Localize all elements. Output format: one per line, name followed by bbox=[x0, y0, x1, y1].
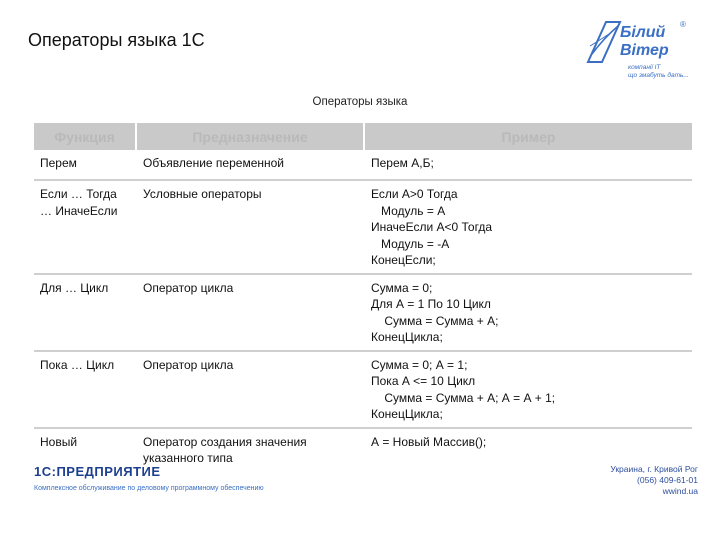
code-line: Если А>0 Тогда bbox=[371, 187, 458, 201]
cell-text: Новый bbox=[40, 434, 78, 449]
cell-text: Если … Тогда bbox=[40, 187, 117, 201]
table-row bbox=[34, 150, 692, 179]
code-line: Сумма = 0; bbox=[371, 280, 433, 295]
cell-purpose bbox=[136, 150, 364, 179]
registered-mark: ® bbox=[680, 20, 686, 29]
cell-text: Оператор создания значения bbox=[143, 434, 307, 449]
cell-purpose bbox=[136, 181, 364, 273]
code-line: КонецЦикла; bbox=[371, 407, 443, 421]
contact-phone: (056) 409-61-01 bbox=[637, 475, 698, 485]
cell-text: Перем bbox=[40, 156, 77, 170]
table-row bbox=[34, 181, 692, 273]
brand-tagline: Комплексное обслуживание по деловому программному обеспечению bbox=[34, 485, 264, 492]
cell-purpose bbox=[136, 352, 364, 427]
column-header-function: Функция bbox=[34, 123, 136, 150]
cell-text: Для … Цикл bbox=[40, 280, 109, 295]
cell-text: Объявление переменной bbox=[143, 156, 284, 170]
cell-function bbox=[34, 275, 136, 350]
code-line: Пока А <= 10 Цикл bbox=[371, 374, 476, 388]
cell-text: Оператор цикла bbox=[143, 280, 234, 295]
page-title: Операторы языка 1С bbox=[28, 30, 205, 50]
code-line: Модуль = А bbox=[371, 203, 446, 218]
code-line: А = Новый Массив(); bbox=[371, 434, 487, 449]
code-line: КонецЦикла; bbox=[371, 330, 443, 344]
cell-example bbox=[364, 275, 692, 350]
cell-text: … ИначеЕсли bbox=[40, 203, 118, 218]
cell-text: Пока … Цикл bbox=[40, 357, 115, 372]
table-caption: Операторы языка bbox=[312, 96, 408, 108]
cell-text: указанного типа bbox=[143, 451, 233, 465]
operators-table bbox=[34, 123, 692, 471]
code-line: Сумма = 0; А = 1; bbox=[371, 357, 468, 372]
cell-purpose bbox=[136, 275, 364, 350]
contact-website: wwind.ua bbox=[662, 486, 698, 496]
cell-function bbox=[34, 352, 136, 427]
cell-function bbox=[34, 150, 136, 179]
code-line: Для А = 1 По 10 Цикл bbox=[371, 297, 491, 311]
wind-logo-icon bbox=[584, 18, 624, 68]
table-row bbox=[34, 352, 692, 427]
contact-info bbox=[610, 464, 698, 497]
cell-function bbox=[34, 181, 136, 273]
column-header-purpose: Предназначение bbox=[136, 123, 364, 150]
code-line: Сумма = Сумма + А; А = А + 1; bbox=[371, 390, 556, 405]
logo-tagline-1: компанії IT bbox=[628, 64, 661, 71]
brand-logo-text: 1С:ПРЕДПРИЯТИЕ bbox=[34, 464, 161, 479]
code-line: Перем А,Б; bbox=[371, 156, 434, 170]
cell-text: Оператор цикла bbox=[143, 357, 234, 372]
logo-text-line1: Білий bbox=[620, 24, 666, 41]
logo-text-line2: Вітер bbox=[620, 42, 669, 59]
cell-example bbox=[364, 352, 692, 427]
code-line: Модуль = -А bbox=[371, 236, 450, 251]
cell-example bbox=[364, 181, 692, 273]
table-row bbox=[34, 275, 692, 350]
code-line: Сумма = Сумма + А; bbox=[371, 313, 499, 328]
cell-example bbox=[364, 150, 692, 179]
cell-text: Условные операторы bbox=[143, 187, 262, 201]
code-line: КонецЕсли; bbox=[371, 253, 436, 267]
table-header-row bbox=[34, 123, 692, 150]
company-logo bbox=[584, 14, 696, 84]
logo-tagline-2: що змабуть дать... bbox=[628, 72, 689, 79]
contact-city: Украина, г. Кривой Рог bbox=[610, 464, 698, 474]
cell-purpose bbox=[136, 429, 364, 471]
column-header-example: Пример bbox=[364, 123, 692, 150]
code-line: ИначеЕсли А<0 Тогда bbox=[371, 220, 493, 234]
